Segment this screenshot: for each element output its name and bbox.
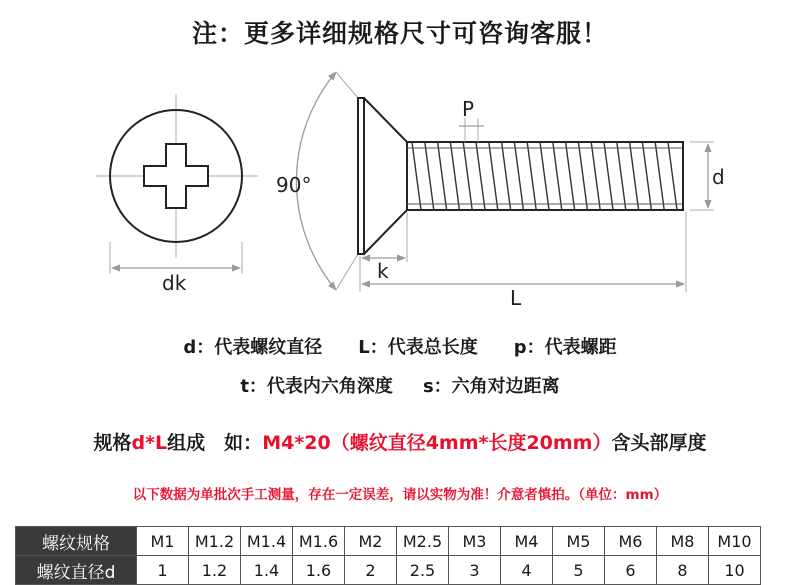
spec-example-prefix: 组成 如： xyxy=(167,432,263,454)
legend-row-1 xyxy=(0,333,800,359)
table-cell: M1 xyxy=(137,527,189,556)
row-header-diameter: 螺纹直径d xyxy=(16,556,137,585)
table-row xyxy=(16,556,761,585)
table-cell: M10 xyxy=(709,527,761,556)
legend-p: p：代表螺距 xyxy=(513,337,617,358)
phillips-cross-icon xyxy=(144,144,208,208)
measurement-disclaimer: 以下数据为单批次手工测量，存在一定误差，请以实物为准！介意者慎拍。（单位：mm） xyxy=(132,487,668,503)
table-cell: M1.6 xyxy=(293,527,345,556)
legend-d: d：代表螺纹直径 xyxy=(183,337,323,358)
table-row xyxy=(16,527,761,556)
diameter-label: d xyxy=(712,165,725,189)
table-cell: 5 xyxy=(553,556,605,585)
table-cell: M2.5 xyxy=(397,527,449,556)
head-diameter-label: dk xyxy=(162,271,187,295)
head-height-label: k xyxy=(377,259,389,283)
table-cell: M5 xyxy=(553,527,605,556)
screw-side-view xyxy=(296,72,714,292)
table-cell: 3 xyxy=(449,556,501,585)
spec-example-value: M4*20（螺纹直径4mm*长度20mm） xyxy=(262,432,612,454)
legend-L: L：代表总长度 xyxy=(358,337,478,358)
table-cell: 2 xyxy=(345,556,397,585)
angle-label: 90° xyxy=(276,173,312,197)
legend-row-2 xyxy=(0,372,800,398)
length-label: L xyxy=(510,286,522,310)
table-cell: M6 xyxy=(605,527,657,556)
pitch-label: P xyxy=(462,97,475,121)
notice-title: 注：更多详细规格尺寸可咨询客服！ xyxy=(191,19,608,48)
spec-format: d*L xyxy=(131,432,168,454)
table-cell: 10 xyxy=(709,556,761,585)
legend-s: s：六角对边距离 xyxy=(422,376,560,397)
table-cell: 2.5 xyxy=(397,556,449,585)
table-cell: 1.6 xyxy=(293,556,345,585)
table-cell: 8 xyxy=(657,556,709,585)
table-cell: 1 xyxy=(137,556,189,585)
table-cell: M8 xyxy=(657,527,709,556)
spec-suffix: 含头部厚度 xyxy=(611,432,707,454)
table-cell: M1.2 xyxy=(189,527,241,556)
table-cell: M1.4 xyxy=(241,527,293,556)
spec-example xyxy=(0,428,800,455)
spec-table xyxy=(15,526,761,585)
table-cell: M4 xyxy=(501,527,553,556)
table-cell: 4 xyxy=(501,556,553,585)
table-cell: M2 xyxy=(345,527,397,556)
table-cell: M3 xyxy=(449,527,501,556)
legend-t: t：代表内六角深度 xyxy=(240,376,393,397)
spec-prefix: 规格 xyxy=(93,432,132,454)
row-header-spec: 螺纹规格 xyxy=(16,527,137,556)
table-cell: 1.4 xyxy=(241,556,293,585)
head-top-view xyxy=(96,94,258,274)
table-cell: 6 xyxy=(605,556,657,585)
table-cell: 1.2 xyxy=(189,556,241,585)
